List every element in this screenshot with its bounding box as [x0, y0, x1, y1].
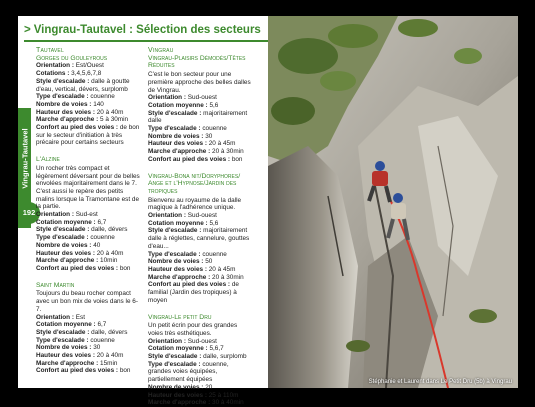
property-label: Confort au pied des voies :	[148, 281, 231, 289]
property-label: Orientation :	[36, 62, 74, 70]
property-value: 6,7	[97, 321, 107, 329]
property-value: 5,6,7	[209, 345, 224, 353]
sector-property	[36, 234, 140, 242]
sector-property	[36, 101, 140, 109]
property-value: 5,6	[209, 101, 219, 109]
property-label: Style d'escalade :	[36, 226, 90, 234]
sector-property	[36, 321, 140, 329]
property-value: 20 à 40m	[96, 249, 124, 257]
column-tautavel	[36, 47, 140, 375]
property-value: dalle, surplomb	[203, 353, 247, 361]
property-label: Cotation moyenne :	[148, 345, 208, 353]
sector-name: Saint Martin	[36, 281, 75, 289]
property-value: dalle à goutte d'eau, vertical, dévers, surplomb	[36, 77, 130, 93]
property-label: Nombre de voies :	[36, 100, 92, 108]
sector-property	[36, 337, 140, 345]
property-value: Sud-est	[75, 211, 98, 219]
sector-property	[36, 314, 140, 322]
property-value: 25 à 110m	[208, 391, 239, 399]
region-heading: Tautavel	[36, 47, 64, 54]
sector-block	[36, 55, 140, 147]
property-value: 20	[205, 383, 213, 391]
property-label: Hauteur des voies :	[36, 108, 95, 116]
property-label: Hauteur des voies :	[148, 391, 207, 399]
property-label: Nombre de voies :	[36, 241, 92, 249]
arrow-icon: >	[24, 24, 31, 36]
property-value: dalle, dévers	[91, 328, 128, 336]
sector-property	[148, 156, 252, 164]
sector-property	[148, 281, 252, 304]
property-label: Cotation moyenne :	[36, 321, 96, 329]
property-label: Style d'escalade :	[36, 77, 90, 85]
property-value: 6,7	[97, 218, 107, 226]
sector-property	[36, 62, 140, 70]
sector-property	[36, 226, 140, 234]
property-value: 5 à 30min	[100, 116, 129, 124]
property-value: bon	[119, 367, 131, 375]
sector-property	[36, 242, 140, 250]
property-label: Marche d'approche :	[148, 273, 211, 281]
property-value: 10min	[100, 257, 118, 265]
sector-property	[148, 274, 252, 282]
sector-property	[148, 338, 252, 346]
sector-property	[148, 353, 252, 361]
property-label: Orientation :	[148, 212, 186, 220]
property-value: couenne	[90, 93, 115, 101]
sector-property	[148, 345, 252, 353]
property-label: Confort au pied des voies :	[36, 124, 119, 132]
property-value: Est/Ouest	[75, 62, 104, 70]
sector-property	[148, 133, 252, 141]
property-value: majoritairement dalle à réglettes, cannelure, gouttes d'eau...	[148, 227, 250, 250]
property-value: couenne, grandes voies équipées, partiellement équipées	[148, 360, 229, 384]
side-tab-label: Vingrau-Tautavel	[20, 128, 30, 189]
property-label: Hauteur des voies :	[148, 265, 207, 273]
page-number: 192	[18, 202, 40, 224]
climbing-photo	[268, 16, 518, 388]
property-label: Orientation :	[148, 94, 186, 102]
property-label: Type d'escalade :	[148, 125, 201, 133]
sector-property	[36, 93, 140, 101]
sector-property	[36, 109, 140, 117]
property-value: 5,6	[209, 219, 219, 227]
property-label: Style d'escalade :	[36, 328, 90, 336]
property-label: Style d'escalade :	[148, 227, 202, 235]
sector-property	[148, 212, 252, 220]
sector-property	[148, 384, 252, 392]
sector-property	[148, 94, 252, 102]
sector-description: Un petit écrin pour des grandes voies très esthétiques.	[148, 322, 238, 337]
property-label: Marche d'approche :	[36, 116, 99, 124]
property-label: Cotations :	[36, 70, 70, 78]
property-label: Marche d'approche :	[148, 399, 211, 407]
photo-caption: Stéphanie et Laurent dans Le Petit Dru (5b) à Vingrau	[368, 379, 512, 385]
property-label: Hauteur des voies :	[148, 140, 207, 148]
sector-property	[148, 220, 252, 228]
property-label: Type d'escalade :	[148, 360, 201, 368]
sector-block	[148, 173, 252, 305]
property-value: Sud-ouest	[187, 212, 217, 220]
sector-property	[36, 211, 140, 219]
property-label: Nombre de voies :	[148, 132, 204, 140]
sector-property	[148, 140, 252, 148]
sector-property	[148, 110, 252, 125]
property-value: majoritairement dalle	[148, 109, 248, 125]
sector-description: Toujours du beau rocher compact avec un bon mix de voies dans le 6-7.	[36, 290, 138, 313]
property-value: Sud-ouest	[187, 337, 217, 345]
cliff-photo-illustration	[268, 16, 518, 388]
property-value: 20 à 45m	[208, 265, 236, 273]
property-value: 20 à 40m	[96, 108, 124, 116]
sector-property	[36, 367, 140, 375]
sector-block	[148, 55, 252, 164]
sector-name: L'Alzine	[36, 156, 60, 164]
property-label: Style d'escalade :	[148, 109, 202, 117]
sector-property	[148, 266, 252, 274]
sector-property	[148, 399, 252, 407]
property-value: 30	[205, 132, 213, 140]
sector-property	[36, 265, 140, 273]
sector-property	[36, 329, 140, 337]
property-label: Type d'escalade :	[148, 250, 201, 258]
property-label: Type d'escalade :	[36, 234, 89, 242]
property-value: bon	[231, 155, 243, 163]
property-value: couenne	[90, 336, 115, 344]
property-value: 140	[93, 100, 104, 108]
sector-property	[148, 125, 252, 133]
property-label: Orientation :	[36, 313, 74, 321]
property-value: de bon sur le secteur d'initiation à très précaire pour certains secteurs	[36, 124, 140, 147]
sector-block	[36, 282, 140, 375]
sector-property	[36, 219, 140, 227]
property-value: dalle, dévers	[91, 226, 128, 234]
sector-property	[148, 227, 252, 250]
sector-property	[148, 102, 252, 110]
section-header	[24, 24, 261, 36]
property-value: Sud-ouest	[187, 94, 217, 102]
property-label: Hauteur des voies :	[36, 249, 95, 257]
property-value: 20 à 30min	[212, 148, 244, 156]
sector-description: C'est le bon secteur pour une première approche des belles dalles de Vingrau.	[148, 71, 251, 94]
sector-description: Bienvenu au royaume de la dalle magique à l'adhérence unique.	[148, 196, 242, 212]
sector-property	[148, 361, 252, 384]
page-title: Vingrau-Tautavel : Sélection des secteurs	[33, 24, 261, 36]
property-label: Orientation :	[36, 211, 74, 219]
property-value: 50	[205, 258, 213, 266]
property-value: 3,4,5,6,7,8	[71, 70, 102, 78]
book-spread	[18, 16, 518, 407]
property-label: Confort au pied des voies :	[36, 264, 119, 272]
property-label: Confort au pied des voies :	[148, 155, 231, 163]
property-label: Cotation moyenne :	[148, 219, 208, 227]
region-heading: Vingrau	[148, 47, 174, 54]
sector-property	[148, 392, 252, 400]
sector-property	[36, 116, 140, 124]
sector-property	[148, 148, 252, 156]
property-value: bon	[119, 264, 131, 272]
sector-name: Vingrau-Bona nit/Doryphores/ Ange et l'Hypnose/Jardin des tropiques	[148, 172, 241, 195]
property-value: 30	[93, 344, 101, 352]
property-value: 30 à 40min	[212, 399, 244, 407]
header-rule	[24, 40, 268, 42]
property-label: Marche d'approche :	[36, 359, 99, 367]
property-value: couenne	[90, 234, 115, 242]
property-label: Nombre de voies :	[148, 258, 204, 266]
sector-property	[148, 258, 252, 266]
property-label: Cotation moyenne :	[148, 101, 208, 109]
sector-property	[36, 257, 140, 265]
property-label: Marche d'approche :	[148, 148, 211, 156]
property-label: Type d'escalade :	[36, 336, 89, 344]
property-label: Cotation moyenne :	[36, 218, 96, 226]
property-value: couenne	[202, 125, 227, 133]
property-value: 40	[93, 241, 101, 249]
sector-property	[36, 78, 140, 93]
sector-name: Vingrau-Plaisirs Démodés/Têtes Réduites	[148, 54, 246, 70]
property-label: Nombre de voies :	[148, 383, 204, 391]
property-value: 15min	[100, 359, 118, 367]
sector-name: Vingrau-Le petit Dru	[148, 313, 212, 321]
property-label: Hauteur des voies :	[36, 352, 95, 360]
property-label: Style d'escalade :	[148, 353, 202, 361]
sector-block	[36, 156, 140, 273]
left-page	[18, 16, 268, 407]
property-value: 20 à 40m	[96, 352, 124, 360]
sector-description: Un rocher très compact et légèrement déversant pour de belles envolées majoritairement dans le 7. C'est aussi le repère des petits malins lorsque la Tramontane est de la partie.	[36, 164, 140, 211]
sector-property	[36, 344, 140, 352]
sector-property	[36, 352, 140, 360]
sector-property	[36, 124, 140, 147]
property-label: Orientation :	[148, 337, 186, 345]
property-label: Type d'escalade :	[36, 93, 89, 101]
sector-block	[148, 314, 252, 407]
property-value: 20 à 30min	[212, 273, 244, 281]
sector-property	[36, 250, 140, 258]
property-value: couenne	[202, 250, 227, 258]
property-label: Nombre de voies :	[36, 344, 92, 352]
property-label: Marche d'approche :	[36, 257, 99, 265]
property-value: de familial (Jardin des tropiques) à moyen	[148, 281, 239, 304]
sector-property	[148, 251, 252, 259]
sector-property	[36, 70, 140, 78]
sector-property	[36, 360, 140, 368]
property-label: Confort au pied des voies :	[36, 367, 119, 375]
property-value: Est	[75, 313, 86, 321]
column-vingrau	[148, 47, 252, 407]
property-value: 20 à 45m	[208, 140, 236, 148]
sector-name: Gorges du Gouleyrous	[36, 54, 108, 62]
